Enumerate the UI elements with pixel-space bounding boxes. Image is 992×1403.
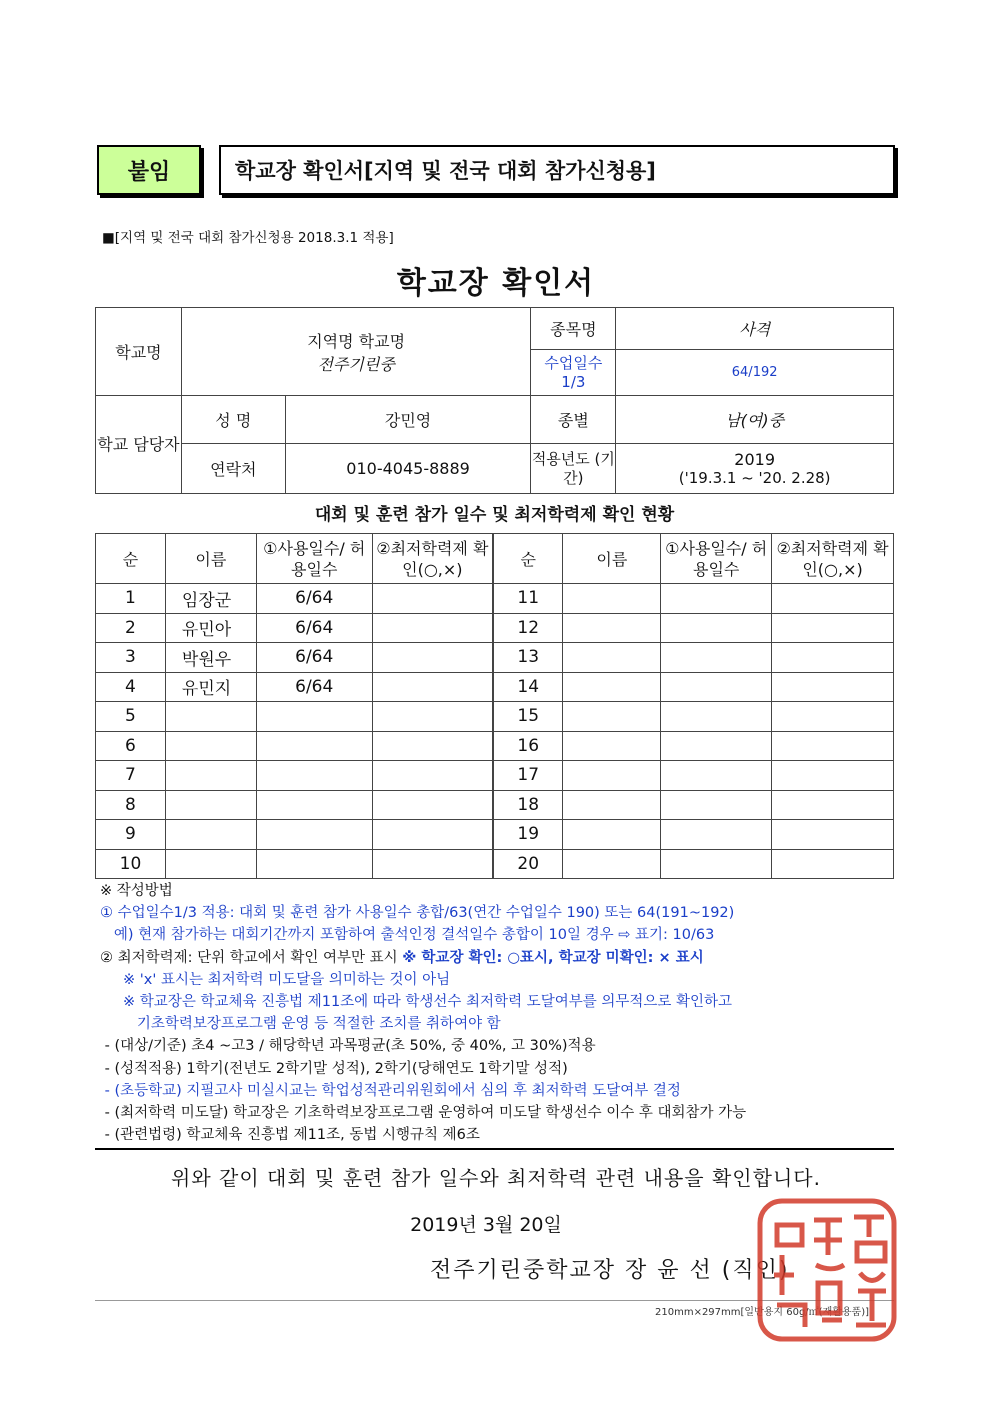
row-check [372,731,493,761]
row-no: 10 [96,849,166,879]
row-name [563,790,661,820]
principal-signature: 전주기린중학교장 장 윤 선 (직인) [430,1258,790,1283]
row-days [661,820,772,850]
row-name: 유민지 [165,672,256,702]
row-name [563,731,661,761]
instruction-line: - (최저학력 미도달) 학교장은 기초학력보장프로그램 운영하여 미도달 학생선수 이수 후 대회참가 가능 [100,1105,747,1122]
row-name [165,790,256,820]
header-name: 이름 [563,534,661,584]
page-title: 학교장 확인서 [396,266,596,301]
row-check [772,702,894,732]
table-row [96,702,894,732]
status-title: 대회 및 훈련 참가 일수 및 최저학력제 확인 현황 [314,505,675,525]
row-name [165,761,256,791]
row-days [661,613,772,643]
header-no: 순 [96,534,166,584]
row-check [372,672,493,702]
row-check [772,790,894,820]
row-days [661,849,772,879]
row-check [372,820,493,850]
row-days: 6/64 [256,672,372,702]
row-check [372,761,493,791]
row-days [256,849,372,879]
row-no: 6 [96,731,166,761]
row-no: 9 [96,820,166,850]
school-cell [181,308,531,396]
row-days [661,731,772,761]
instruction-line: ※ 작성방법 [100,883,173,899]
school-info-table [95,307,894,494]
row-no: 7 [96,761,166,791]
year-cell [616,444,894,494]
row-name [563,672,661,702]
row-check [372,613,493,643]
row-check [372,643,493,673]
row-check [372,702,493,732]
table-row [96,613,894,643]
table-row [96,849,894,879]
row-days [256,761,372,791]
gender-label: 종별 [531,396,616,444]
row-name [563,820,661,850]
instruction-line: - (관련법령) 학교체육 진흥법 제11조, 동법 시행규칙 제6조 [100,1127,480,1144]
days-value: 64/192 [616,350,894,396]
row-name [563,613,661,643]
instruction-emphasis: ※ 학교장 확인: ○표시, 학교장 미확인: × 표시 [402,949,704,966]
divider [95,1148,894,1150]
row-days [661,702,772,732]
row-days [256,731,372,761]
manager-label: 학교 담당자 [96,396,182,494]
name-label: 성 명 [181,396,285,444]
instruction-line: ※ 학교장은 학교체육 진흥법 제11조에 따라 학생선수 최저학력 도달여부를 의무적으로 확인하고 [100,994,732,1011]
row-no: 20 [493,849,563,879]
instruction-line: 기초학력보장프로그램 운영 등 적절한 조치를 취하여야 함 [100,1016,501,1033]
name-value: 강민영 [285,396,531,444]
instruction-line [100,947,900,969]
row-check [772,613,894,643]
row-check [772,820,894,850]
table-row [96,672,894,702]
row-days: 6/64 [256,643,372,673]
header-check: ②최저학력제 확인(○,×) [372,534,493,584]
row-no: 14 [493,672,563,702]
instruction-line: - (초등학교) 지필고사 미실시교는 학업성적관리위원회에서 심의 후 최저학력 도달여부 결정 [100,1082,681,1099]
row-name [165,820,256,850]
header-name: 이름 [165,534,256,584]
row-no: 12 [493,613,563,643]
row-days [661,584,772,614]
school-top-label: 지역명 학교명 [307,331,406,351]
row-check [772,731,894,761]
row-days [256,790,372,820]
row-name [563,702,661,732]
applicability-note: ■[지역 및 전국 대회 참가신청용 2018.3.1 적용] [102,230,394,246]
row-no: 5 [96,702,166,732]
table-row [96,820,894,850]
document-heading: 학교장 확인서[지역 및 전국 대회 참가신청용] [219,145,895,195]
year-value: 2019 [734,450,775,469]
gender-value: 남(여)중 [616,396,894,444]
event-label: 종목명 [531,308,616,350]
row-days [661,643,772,673]
row-no: 8 [96,790,166,820]
school-name: 전주기린중 [317,354,395,374]
row-check [372,584,493,614]
row-check [772,584,894,614]
row-no: 13 [493,643,563,673]
table-row [96,790,894,820]
row-check [372,849,493,879]
row-name: 박원우 [165,643,256,673]
instruction-text: ② 최저학력제: 단위 학교에서 확인 여부만 표시 [100,949,403,966]
row-name: 임장군 [165,584,256,614]
row-no: 15 [493,702,563,732]
table-row [96,584,894,614]
school-label: 학교명 [96,308,182,396]
instruction-line: - (성적적용) 1학기(전년도 2학기말 성적), 2학기(당해연도 1학기말 성적) [100,1060,568,1077]
row-days [256,702,372,732]
row-no: 18 [493,790,563,820]
row-no: 17 [493,761,563,791]
instruction-line: ※ 'x' 표시는 최저학력 미도달을 의미하는 것이 아님 [100,971,451,988]
instruction-line: - (대상/기준) 초4 ~고3 / 해당학년 과목평균(초 50%, 중 40%, 고 30%)적용 [100,1038,596,1055]
row-days [661,672,772,702]
header-days: ①사용일수/ 허용일수 [256,534,372,584]
year-period: ('19.3.1 ~ '20. 2.28) [678,469,831,487]
header-days: ①사용일수/ 허용일수 [661,534,772,584]
row-no: 19 [493,820,563,850]
row-check [772,672,894,702]
row-days [661,790,772,820]
contact-value: 010-4045-8889 [285,444,531,494]
instruction-line: ① 수업일수1/3 적용: 대회 및 훈련 참가 사용일수 총합/63(연간 수업일수 190) 또는 64(191~192) [100,905,735,922]
row-check [372,790,493,820]
row-no: 2 [96,613,166,643]
row-check [772,849,894,879]
row-check [772,761,894,791]
row-no: 11 [493,584,563,614]
row-name [563,761,661,791]
row-days: 6/64 [256,613,372,643]
status-table [95,533,894,879]
row-days [256,820,372,850]
paper-size-note: 210mm×297mm[일반용지 60g/㎡(재활용품)] [655,1307,870,1318]
header-no: 순 [493,534,563,584]
contact-label: 연락처 [181,444,285,494]
attachment-tag: 붙임 [97,145,201,195]
row-no: 16 [493,731,563,761]
row-name [563,643,661,673]
row-days: 6/64 [256,584,372,614]
table-row [96,731,894,761]
row-name [563,849,661,879]
row-check [772,643,894,673]
row-no: 3 [96,643,166,673]
row-name [165,731,256,761]
issue-date: 2019년 3월 20일 [410,1214,562,1236]
instruction-line: 예) 현재 참가하는 대회기간까지 포함하여 출석인정 결석일수 총합이 10일 경우 ⇨ 표기: 10/63 [100,927,715,944]
table-row [96,761,894,791]
row-name: 유민아 [165,613,256,643]
header-check: ②최저학력제 확인(○,×) [772,534,894,584]
table-row [96,643,894,673]
official-seal-stamp [752,1195,902,1345]
row-name [563,584,661,614]
row-days [661,761,772,791]
event-value: 사격 [616,308,894,350]
row-no: 4 [96,672,166,702]
writing-instructions [100,880,900,1146]
row-no: 1 [96,584,166,614]
days-label: 수업일수 1/3 [531,350,616,396]
confirm-statement: 위와 같이 대회 및 훈련 참가 일수와 최저학력 관련 내용을 확인합니다. [171,1166,821,1190]
year-label: 적용년도 (기간) [531,444,616,494]
row-name [165,849,256,879]
row-name [165,702,256,732]
